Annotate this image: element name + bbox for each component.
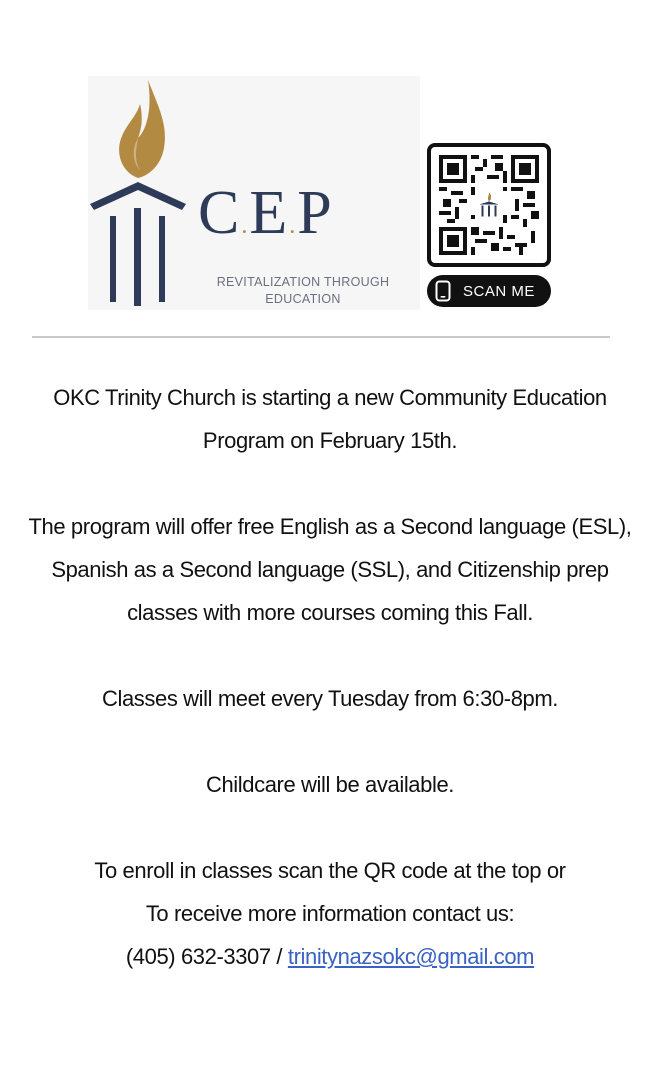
scan-me-badge[interactable] — [427, 275, 551, 307]
header — [0, 0, 660, 340]
scan-me-label: SCAN ME — [463, 282, 535, 300]
intro-line-1: OKC Trinity Church is starting a new Community Education — [53, 385, 607, 410]
childcare-line: Childcare will be available. — [205, 772, 455, 797]
schedule-line: Classes will meet every Tuesday from 6:30-8pm. — [102, 686, 558, 711]
flyer-body — [0, 376, 660, 978]
qr-code-icon — [439, 155, 539, 255]
contact-line — [0, 935, 660, 978]
logo-letter-e: E — [249, 179, 290, 247]
intro-line-2: Program on February 15th. — [202, 428, 458, 453]
logo-letter-c: C — [198, 179, 242, 247]
header-divider — [32, 336, 610, 338]
enroll-line-1: To enroll in classes scan the QR code at the top or — [94, 858, 566, 883]
program-line-1: The program will offer free English as a Second language (ESL), — [28, 514, 632, 539]
email-link[interactable]: trinitynazsokc@gmail.com — [287, 944, 535, 969]
tagline-line-1: REVITALIZATION THROUGH — [216, 275, 390, 289]
program-line-3: classes with more courses coming this Fall. — [127, 600, 533, 625]
enroll-line-2: To receive more information contact us: — [145, 901, 515, 926]
program-line-2: Spanish as a Second language (SSL), and Citizenship prep — [51, 557, 609, 582]
tagline-line-2: EDUCATION — [265, 292, 341, 306]
logo-wordmark: C.E.P — [198, 179, 334, 247]
logo-letter-p: P — [297, 179, 334, 247]
phone-icon — [433, 280, 453, 302]
phone-number: (405) 632-3307 / — [125, 944, 288, 969]
qr-code[interactable] — [427, 143, 551, 267]
logo-tagline — [198, 274, 408, 308]
flame-pillar-icon — [88, 76, 198, 310]
